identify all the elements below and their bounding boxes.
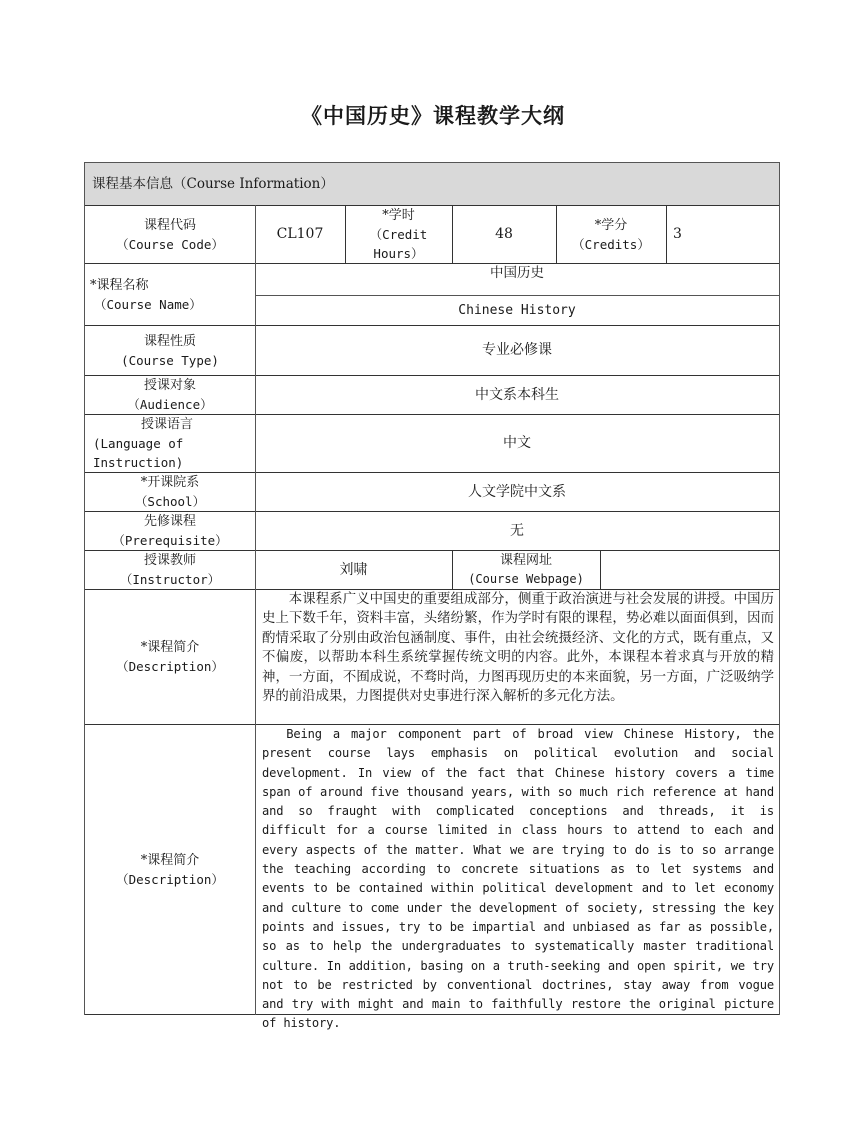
- credits-label: [556, 206, 666, 263]
- row-divider: [84, 472, 780, 473]
- language-label-en-2: Instruction): [93, 455, 184, 470]
- section-header: [92, 163, 772, 205]
- row-divider: [84, 550, 780, 551]
- course-type-value: [255, 326, 779, 375]
- table-border-left: [84, 162, 85, 1015]
- audience-text: 中文系本科生: [475, 386, 559, 403]
- column-divider: [600, 550, 601, 589]
- column-divider: [556, 205, 557, 263]
- course-type-label-zh: 课程性质: [143, 333, 196, 349]
- description-zh-label: [85, 590, 255, 724]
- language-text: 中文: [503, 435, 531, 451]
- prerequisite-label: [85, 512, 255, 550]
- course-code-label-en: （Course Code）: [116, 236, 224, 252]
- column-divider: [452, 550, 453, 589]
- table-border-top: [84, 162, 780, 163]
- instructor-text: 刘啸: [339, 561, 368, 578]
- description-en-label: [85, 725, 255, 1014]
- webpage-label-en: (Course Webpage): [468, 572, 584, 586]
- description-en-label-zh: *课程简介: [140, 852, 200, 868]
- course-name-label: [90, 264, 255, 325]
- course-name-en-value: [255, 296, 779, 325]
- prerequisite-label-zh: 先修课程: [143, 514, 196, 529]
- course-code-label-zh: 课程代码: [143, 217, 196, 233]
- course-type-text: 专业必修课: [482, 342, 552, 358]
- row-divider: [84, 325, 780, 326]
- school-value: [255, 473, 779, 511]
- course-name-label-en: （Course Name）: [94, 296, 202, 312]
- course-code-value: [255, 206, 345, 263]
- row-divider: [84, 263, 780, 264]
- course-name-zh-text: 中国历史: [490, 265, 544, 281]
- course-type-label-en: (Course Type): [121, 352, 219, 368]
- language-label-zh: 授课语言: [141, 417, 194, 432]
- row-divider: [84, 375, 780, 376]
- course-code-label: [85, 206, 255, 263]
- audience-label-en: （Audience）: [127, 397, 213, 412]
- prerequisite-label-en: （Prerequisite）: [112, 533, 228, 548]
- audience-label-zh: 授课对象: [143, 378, 196, 393]
- page-title: 《中国历史》课程教学大纲: [301, 104, 565, 128]
- credits-value: [673, 206, 773, 263]
- section-header-label: 课程基本信息（Course Information）: [92, 175, 334, 192]
- webpage-label: [452, 551, 600, 589]
- table-border-bottom: [84, 1014, 780, 1015]
- instructor-label-en: （Instructor）: [119, 572, 221, 587]
- webpage-label-zh: 课程网址: [499, 553, 552, 568]
- description-zh-text: 本课程系广义中国史的重要组成部分，侧重于政治演进与社会发展的讲授。中国历史上下数千年，资料丰富，头绪纷繁，作为学时有限的课程，势必难以面面俱到，因而酌情采取了分别由政治包涵制度、事件，由社会统摄经济、文化的方式，既有重点，又不偏废，以帮助本科生系统掌握传统文明的内容。此外，本课程本着求真与开放的精神，一方面，不囿成说，不骛时尚，力图再现历史的本来面貌，另一方面，广泛吸纳学界的前沿成果，力图提供对史事进行深入解析的多元化方法。: [262, 592, 774, 705]
- credit-hours-label: [345, 206, 452, 263]
- course-type-label: [85, 326, 255, 375]
- webpage-value[interactable]: [600, 551, 779, 589]
- instructor-label-zh: 授课教师: [143, 553, 196, 568]
- description-en-text: Being a major component part of broad view Chinese History, the present course lays emphasis on political evolution and social development. In view of the fact that Chinese history covers a time span of around five thousand years, with so much rich reference at hand and so fraught with complicated conceptions and threads, it is difficult for a course limited in class hours to attend to each and every aspects of the matter. What we are trying to do is to so arrange the teaching according to concrete situations as to let systems and events to be contained within political development and to let economy and culture to come under the development of society, stressing the key points and issues, try to be impartial and unbiased as far as possible, so as to help the undergraduates to systematically master traditional culture. In addition, basing on a truth-seeking and open spirit, we try not to be restricted by conventional doctrines, stay away from vogue and try with might and main to faithfully restore the original picture of history.: [262, 727, 774, 1031]
- row-divider: [255, 295, 780, 296]
- credit-hours-label-en-1: （Credit: [369, 227, 428, 242]
- course-code-text: CL107: [276, 226, 324, 242]
- label-column-divider: [255, 205, 256, 1015]
- audience-value: [255, 376, 779, 414]
- audience-label: [85, 376, 255, 414]
- credit-hours-label-en-2: Hours）: [373, 246, 424, 261]
- row-divider: [84, 511, 780, 512]
- credits-text: 3: [673, 226, 682, 242]
- credit-hours-label-zh: *学时: [382, 208, 415, 223]
- language-label: [85, 415, 255, 472]
- language-value: [255, 415, 779, 472]
- column-divider: [666, 205, 667, 263]
- description-zh-label-zh: *课程简介: [140, 640, 200, 655]
- row-divider: [84, 414, 780, 415]
- course-name-en-text: Chinese History: [458, 303, 576, 318]
- column-divider: [345, 205, 346, 263]
- row-divider: [84, 205, 780, 206]
- school-label-en: （School）: [134, 494, 206, 509]
- school-label-zh: *开课院系: [140, 475, 200, 490]
- school-text: 人文学院中文系: [468, 483, 566, 500]
- credits-label-zh: *学分: [594, 217, 628, 233]
- column-divider: [452, 205, 453, 263]
- row-divider: [84, 724, 780, 725]
- course-name-zh-value: [255, 264, 779, 284]
- prerequisite-text: 无: [510, 522, 524, 539]
- instructor-label: [85, 551, 255, 589]
- description-zh-label-en: （Description）: [116, 659, 224, 674]
- school-label: [85, 473, 255, 511]
- credit-hours-text: 48: [495, 226, 513, 242]
- credit-hours-value: [452, 206, 556, 263]
- instructor-value: [255, 551, 452, 589]
- row-divider: [84, 589, 780, 590]
- course-name-label-zh: *课程名称: [90, 277, 149, 293]
- language-label-en-1: (Language of: [93, 436, 184, 451]
- description-en-label-en: （Description）: [116, 871, 224, 887]
- table-border-right: [779, 162, 780, 1015]
- credits-label-en: （Credits）: [572, 236, 650, 252]
- prerequisite-value: [255, 512, 779, 550]
